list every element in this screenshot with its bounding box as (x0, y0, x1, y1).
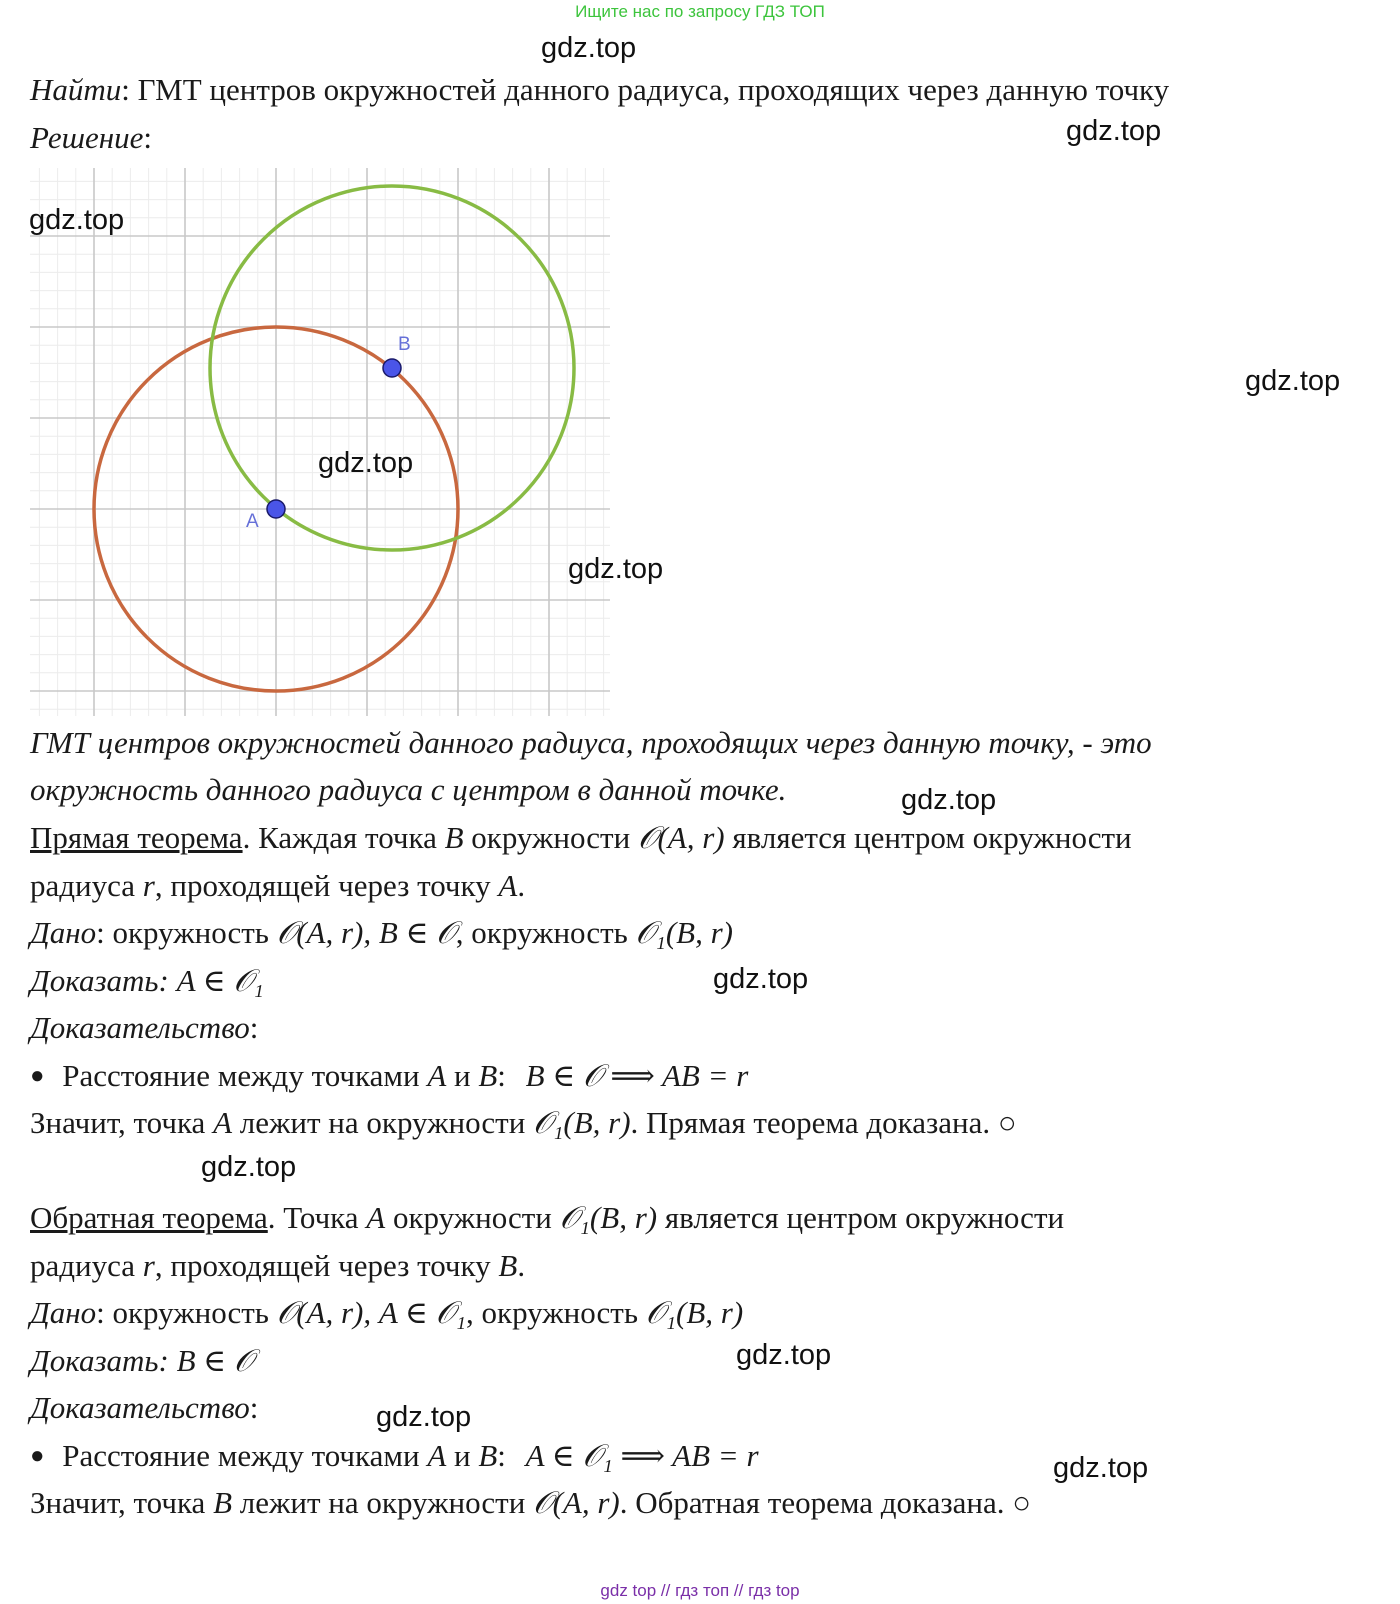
direct-proof-heading (30, 1010, 258, 1046)
point-a-label: A (246, 511, 259, 532)
math-step: A ∈ 𝒪₁ ⟹ AB = r (525, 1438, 759, 1473)
prove-label: Доказать (30, 963, 159, 998)
text: . Обратная теорема доказана. ○ (619, 1485, 1031, 1520)
watermark: gdz.top (713, 963, 809, 995)
text: . (517, 868, 526, 903)
math-a: A (498, 868, 518, 903)
watermark: gdz.top (376, 1401, 472, 1433)
watermark: gdz.top (1066, 115, 1162, 147)
text: . Точка (267, 1200, 367, 1235)
converse-theorem-statement-1 (30, 1200, 1064, 1237)
math-a: A (213, 1105, 233, 1140)
text: : (497, 1438, 506, 1473)
text: и (446, 1058, 479, 1093)
text: Расстояние между точками (62, 1058, 428, 1093)
text: : окружность (96, 915, 277, 950)
find-line (30, 72, 1169, 108)
direct-conclusion (30, 1105, 1017, 1142)
text: окружности (385, 1200, 560, 1235)
text: является центром окружности (724, 820, 1132, 855)
math-given: 𝒪(A, r), A ∈ 𝒪₁ (276, 1295, 467, 1330)
converse-theorem-statement-2 (30, 1248, 525, 1284)
math-b: B (444, 820, 464, 855)
point-b (383, 359, 401, 377)
conclusion-line-2: окружность данного радиуса с центром в данной точке. (30, 772, 787, 807)
math-a: A (427, 1438, 447, 1473)
text: лежит на окружности (232, 1105, 534, 1140)
converse-given (30, 1295, 743, 1332)
text: , окружность (466, 1295, 646, 1330)
math-b: B (478, 1438, 498, 1473)
watermark: gdz.top (1245, 365, 1341, 397)
text: лежит на окружности (232, 1485, 534, 1520)
math-given: 𝒪₁(B, r) (635, 915, 733, 950)
math-r: r (142, 1248, 155, 1283)
text: : (249, 1390, 259, 1425)
math-a: A (366, 1200, 386, 1235)
watermark: gdz.top (29, 204, 125, 236)
watermark: gdz.top (541, 32, 637, 64)
math-circle-o: 𝒪(A, r) (533, 1485, 620, 1520)
math-step: B ∈ 𝒪 ⟹ AB = r (525, 1058, 749, 1093)
text: и (446, 1438, 479, 1473)
text: является центром окружности (657, 1200, 1065, 1235)
math-given: 𝒪(A, r), B ∈ 𝒪 (276, 915, 456, 950)
converse-prove (30, 1343, 254, 1380)
proof-label: Доказательство (30, 1390, 250, 1425)
text: , окружность (455, 915, 636, 950)
conclusion-line-1: ГМТ центров окружностей данного радиуса, проходящих через данную точку, - это (30, 725, 1152, 760)
find-text: : ГМТ центров окружностей данного радиуса, проходящих через данную точку (121, 72, 1170, 107)
text: : (497, 1058, 506, 1093)
grid-minor-lines (30, 168, 610, 716)
point-a (267, 500, 285, 518)
math-b: B (498, 1248, 518, 1283)
given-label: Дано (30, 1295, 97, 1330)
solution-colon: : (143, 120, 152, 155)
converse-conclusion (30, 1485, 1031, 1522)
text: . Прямая теорема доказана. ○ (630, 1105, 1017, 1140)
grid-major-lines (30, 168, 610, 716)
text: Расстояние между точками (62, 1438, 428, 1473)
math-given: 𝒪₁(B, r) (645, 1295, 744, 1330)
watermark: gdz.top (736, 1339, 832, 1371)
text: , проходящей через точку (154, 868, 499, 903)
direct-prove (30, 963, 264, 1000)
math-prove: : B ∈ 𝒪 (158, 1343, 254, 1378)
bullet-icon: ● (30, 1063, 45, 1089)
solution-label: Решение (30, 120, 144, 155)
solution-line (30, 120, 152, 156)
watermark: gdz.top (318, 447, 414, 479)
direct-theorem-statement-2 (30, 868, 525, 904)
math-a: A (427, 1058, 447, 1093)
bullet-icon: ● (30, 1443, 45, 1469)
watermark: gdz.top (568, 553, 664, 585)
given-label: Дано (30, 915, 97, 950)
prove-label: Доказать (30, 1343, 159, 1378)
watermark: gdz.top (901, 784, 997, 816)
text: Значит, точка (30, 1485, 214, 1520)
direct-proof-step (30, 1058, 748, 1095)
direct-theorem-title: Прямая теорема (30, 820, 243, 855)
math-r: r (142, 868, 155, 903)
text: Значит, точка (30, 1105, 214, 1140)
find-label: Найти (30, 72, 122, 107)
math-circle-o: 𝒪(A, r) (637, 820, 725, 855)
direct-given (30, 915, 733, 952)
math-b: B (213, 1485, 233, 1520)
locus-figure (30, 168, 615, 718)
text: . (517, 1248, 526, 1283)
point-b-label: B (398, 334, 411, 355)
search-banner[interactable]: Ищите нас по запросу ГДЗ ТОП (575, 2, 825, 21)
math-circle-o1: 𝒪₁(B, r) (559, 1200, 658, 1235)
watermark: gdz.top (201, 1151, 297, 1183)
converse-theorem-title: Обратная теорема (30, 1200, 268, 1235)
converse-proof-step (30, 1438, 759, 1475)
text: . Каждая точка (242, 820, 445, 855)
direct-theorem-statement-1 (30, 820, 1132, 857)
text: , проходящей через точку (154, 1248, 499, 1283)
proof-label: Доказательство (30, 1010, 250, 1045)
text: радиуса (30, 868, 143, 903)
footer-links[interactable]: gdz top // гдз топ // гдз top (600, 1581, 800, 1600)
text: : (249, 1010, 259, 1045)
converse-proof-heading (30, 1390, 258, 1426)
math-circle-o1: 𝒪₁(B, r) (533, 1105, 631, 1140)
text: окружности (463, 820, 638, 855)
math-b: B (478, 1058, 498, 1093)
text: радиуса (30, 1248, 143, 1283)
math-prove: : A ∈ 𝒪₁ (158, 963, 264, 998)
watermark: gdz.top (1053, 1452, 1149, 1484)
text: : окружность (96, 1295, 277, 1330)
